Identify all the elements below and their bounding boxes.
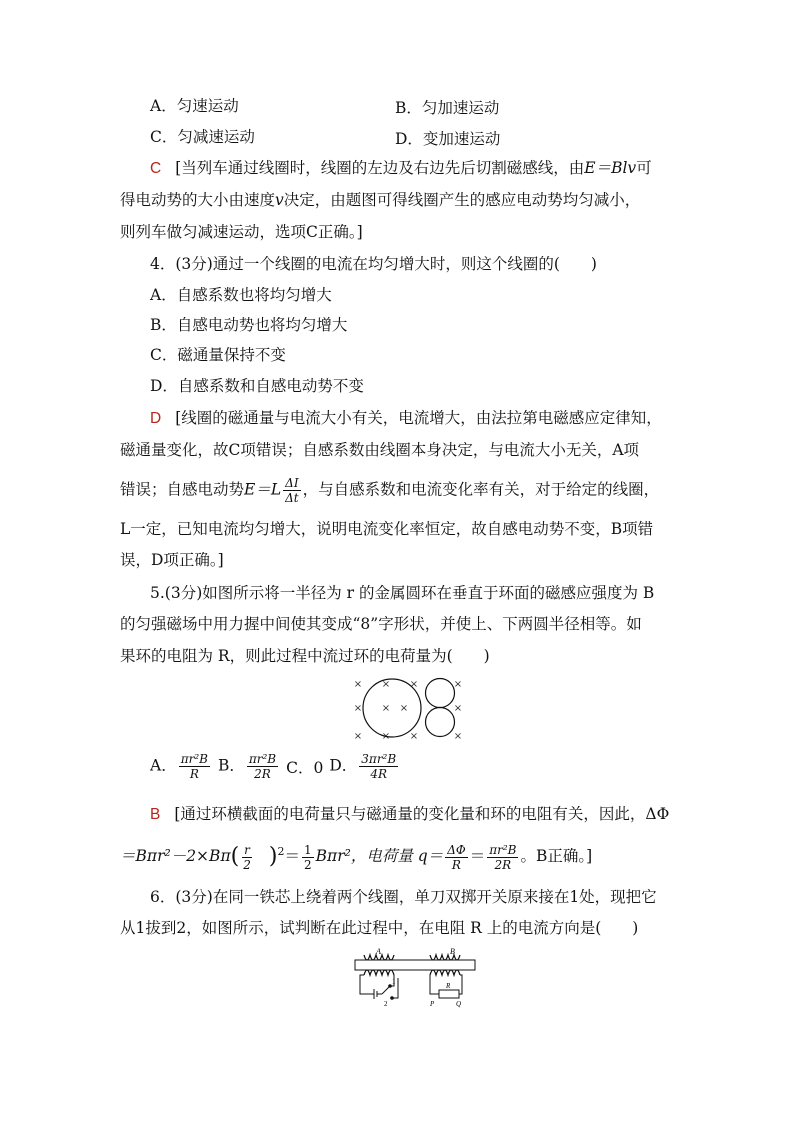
q4-explanation-line4: L一定，已知电流均匀增大，说明电流变化率恒定，故自感电动势不变，B项错 xyxy=(120,520,654,538)
field-cross-mark: × xyxy=(453,703,463,714)
q4-option-b: B．自感电动势也将均匀增大 xyxy=(150,316,348,334)
field-cross-mark: × xyxy=(409,679,419,690)
q3-option-a: A．匀速运动 xyxy=(150,97,239,115)
field-cross-mark: × xyxy=(399,703,409,714)
q5-explanation-line1: B [通过环横截面的电荷量只与磁通量的变化量和环的电阻有关，因此，ΔΦ xyxy=(150,805,670,823)
q4-answer-letter: D xyxy=(150,410,162,427)
field-cross-mark: × xyxy=(353,679,363,690)
resistor-r xyxy=(439,990,459,998)
q4-option-c: C．磁通量保持不变 xyxy=(150,346,286,364)
switch-terminal-2: 2 xyxy=(384,1000,388,1008)
coil-a-label: A xyxy=(376,947,381,956)
q3-explanation-line1: C [当列车通过线圈时，线圈的左边及右边先后切割磁感线，由E＝Blv可 xyxy=(150,159,652,177)
switch-terminal-1: 1 xyxy=(392,978,396,986)
q3-option-d: D．变加速运动 xyxy=(395,130,501,148)
q5-stem-line2: 的匀强磁场中用力握中间使其变成“8”字形状，并使上、下两圆半径相等。如 xyxy=(120,615,642,633)
field-cross-mark: × xyxy=(381,731,391,742)
q5-explanation-line2: ＝Bπr²－2×Bπ( $\frac{r}{2}$ )$^2$＝ $\frac{1}{2}$ Bπr²，电荷量 q＝ $\frac{\Delta\Phi}{R}$ ＝ $\frac{\text{πr²B}}{2R}$ 。B正确。] xyxy=(120,842,593,872)
q5-option-d: D． $\frac{\text{3πr²B}}{4R}$ xyxy=(329,752,397,781)
q4-option-d: D．自感系数和自感电动势不变 xyxy=(150,377,364,395)
q3-explanation-line2: 得电动势的大小由速度v决定，由题图可得线圈产生的感应电动势均匀减小， xyxy=(120,191,641,209)
resistor-label: R xyxy=(446,982,451,990)
q5-options xyxy=(150,752,400,781)
field-cross-mark: × xyxy=(381,703,391,714)
q4-explanation-line3: 错误；自感电动势E＝L $\frac{\Delta I}{\Delta t}$ ，与自感系数和电流变化率有关，对于给定的线圈， xyxy=(120,476,660,505)
q5-stem-line1: 5.(3分)如图所示将一半径为 r 的金属圆环在垂直于环面的磁感应强度为 B xyxy=(150,584,655,602)
q4-explanation-line5: 误，D项正确。] xyxy=(120,551,224,569)
q4-explanation-line1: D [线圈的磁通量与电流大小有关，电流增大，由法拉第电磁感应定律知， xyxy=(150,409,662,427)
q6-stem-line2: 从1拔到2，如图所示，试判断在此过程中，在电阻 R 上的电流方向是( ) xyxy=(120,919,639,937)
point-q-label: Q xyxy=(456,1000,462,1008)
figure8-lower-circle xyxy=(426,708,455,737)
q3-option-c: C．匀减速运动 xyxy=(150,128,255,146)
q5-figure xyxy=(348,672,466,744)
iron-core xyxy=(355,960,475,970)
q4-option-a: A．自感系数也将均匀增大 xyxy=(150,286,332,304)
point-p-label: P xyxy=(430,1000,435,1008)
q3-option-b: B．匀加速运动 xyxy=(395,99,500,117)
q5-option-c: C．0 xyxy=(286,758,324,777)
q5-answer-letter: B xyxy=(150,806,161,823)
q6-stem-line1: 6．(3分)在同一铁芯上绕着两个线圈，单刀双掷开关原来接在1处，现把它 xyxy=(150,888,657,906)
q5-option-a: A． $\frac{\text{πr²B}}{R}$ xyxy=(150,752,208,781)
q3-explanation-line3: 则列车做匀减速运动，选项C正确。] xyxy=(120,223,363,241)
q4-fraction: $\frac{\Delta I}{\Delta t}$ xyxy=(285,476,299,505)
q4-explanation-line2: 磁通量变化，故C项错误；自感系数由线圈本身决定，与电流大小无关，A项 xyxy=(120,441,640,459)
q5-stem-line3: 果环的电阻为 R，则此过程中流过环的电荷量为( ) xyxy=(120,647,490,665)
field-cross-mark: × xyxy=(409,731,419,742)
coil-b-label: B xyxy=(450,947,455,956)
field-cross-mark: × xyxy=(353,703,363,714)
q4-stem: 4．(3分)通过一个线圈的电流在均匀增大时，则这个线圈的( ) xyxy=(150,255,597,273)
figure8-upper-circle xyxy=(426,679,455,708)
field-cross-mark: × xyxy=(453,679,463,690)
q3-answer-letter: C xyxy=(150,160,162,177)
field-cross-mark: × xyxy=(381,679,391,690)
q6-circuit-figure xyxy=(350,946,480,1008)
original-ring-circle xyxy=(363,679,421,737)
field-cross-mark: × xyxy=(353,731,363,742)
field-cross-mark: × xyxy=(453,731,463,742)
q5-option-b: B． $\frac{\text{πr²B}}{2R}$ xyxy=(217,752,277,781)
